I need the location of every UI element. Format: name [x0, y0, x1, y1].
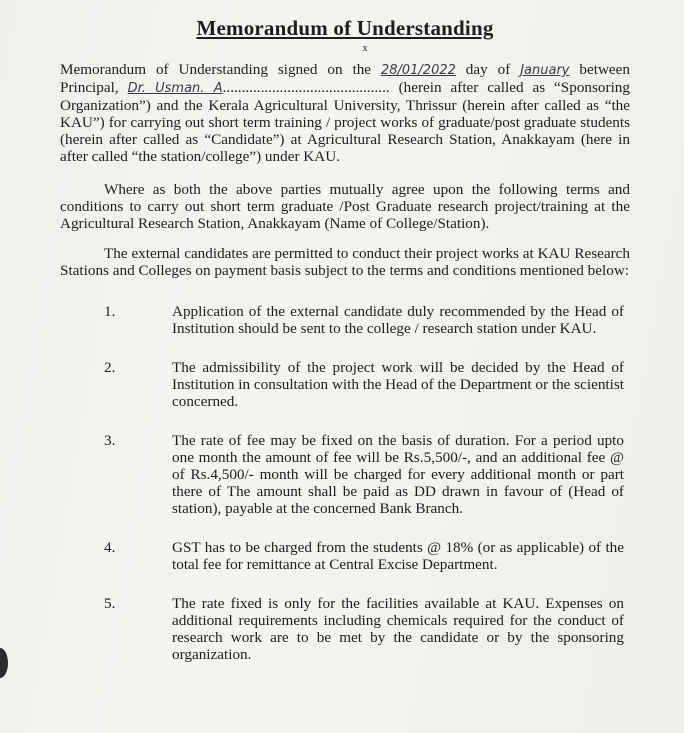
term-item	[60, 539, 630, 573]
intro-text-2: day of	[465, 61, 511, 78]
term-item	[60, 303, 630, 337]
term-text: The rate of fee may be fixed on the basis of duration. For a period upto one month the amount of fee will be Rs.5,500/-, and an additional fee @ of Rs.4,500/- month will be charged for every additional month or part there of The amount shall be paid as DD drawn in favour of (Head of station), payable at the concerned Bank Branch.	[172, 432, 624, 517]
stray-mark: x	[362, 43, 368, 54]
term-text: The admissibility of the project work will be decided by the Head of Institution in consultation with the Head of the Department or the scientist concerned.	[172, 359, 624, 410]
document-title: Memorandum of Understanding	[196, 16, 494, 40]
handwritten-month: January	[520, 63, 570, 78]
term-number: 4.	[104, 539, 116, 556]
intro-text-1: Memorandum of Understanding signed on the	[60, 61, 372, 78]
intro-text-3: between Principal,	[60, 61, 631, 96]
term-text: The rate fixed is only for the facilities available at KAU. Expenses on additional requirements including chemicals required for the conduct of research work are to be met by the candidate or by the sponsoring organization.	[172, 595, 624, 663]
conditions-paragraph: The external candidates are permitted to conduct their project works at KAU Research Stations and Colleges on payment basis subject to the terms and conditions mentioned below:	[60, 245, 630, 279]
term-item	[60, 432, 630, 517]
term-text: Application of the external candidate duly recommended by the Head of Institution should be sent to the college / research station under KAU.	[172, 303, 624, 337]
intro-text-4: (herein after called as “Sponsoring Organization”) and the Kerala Agricultural University, Thrissur (herein after called as “the KAU”) for carrying out short term training / project works of graduate/post graduate students (herein after called as “Candidate”) at Agricultural Research Station, Anakkayam (here in after called “the station/college”) under KAU.	[60, 79, 630, 165]
fill-dots: ............................................	[222, 79, 390, 96]
handwritten-principal-name: Dr. Usman. A	[127, 81, 223, 96]
term-number: 5.	[104, 595, 116, 612]
agreement-paragraph: Where as both the above parties mutually agree upon the following terms and conditions to carry out short term graduate /Post Graduate research project/training at the Agricultural Research Station, Anakkayam (Name of College/Station).	[60, 181, 630, 232]
terms-list	[60, 303, 630, 663]
term-item	[60, 595, 630, 663]
punch-hole	[0, 648, 8, 678]
term-text: GST has to be charged from the students @ 18% (or as applicable) of the total fee for remittance at Central Excise Department.	[172, 539, 624, 573]
term-number: 3.	[104, 432, 116, 449]
term-number: 2.	[104, 359, 116, 376]
term-number: 1.	[104, 303, 116, 320]
handwritten-date: 28/01/2022	[380, 63, 456, 78]
intro-paragraph	[60, 61, 630, 165]
term-item	[60, 359, 630, 410]
